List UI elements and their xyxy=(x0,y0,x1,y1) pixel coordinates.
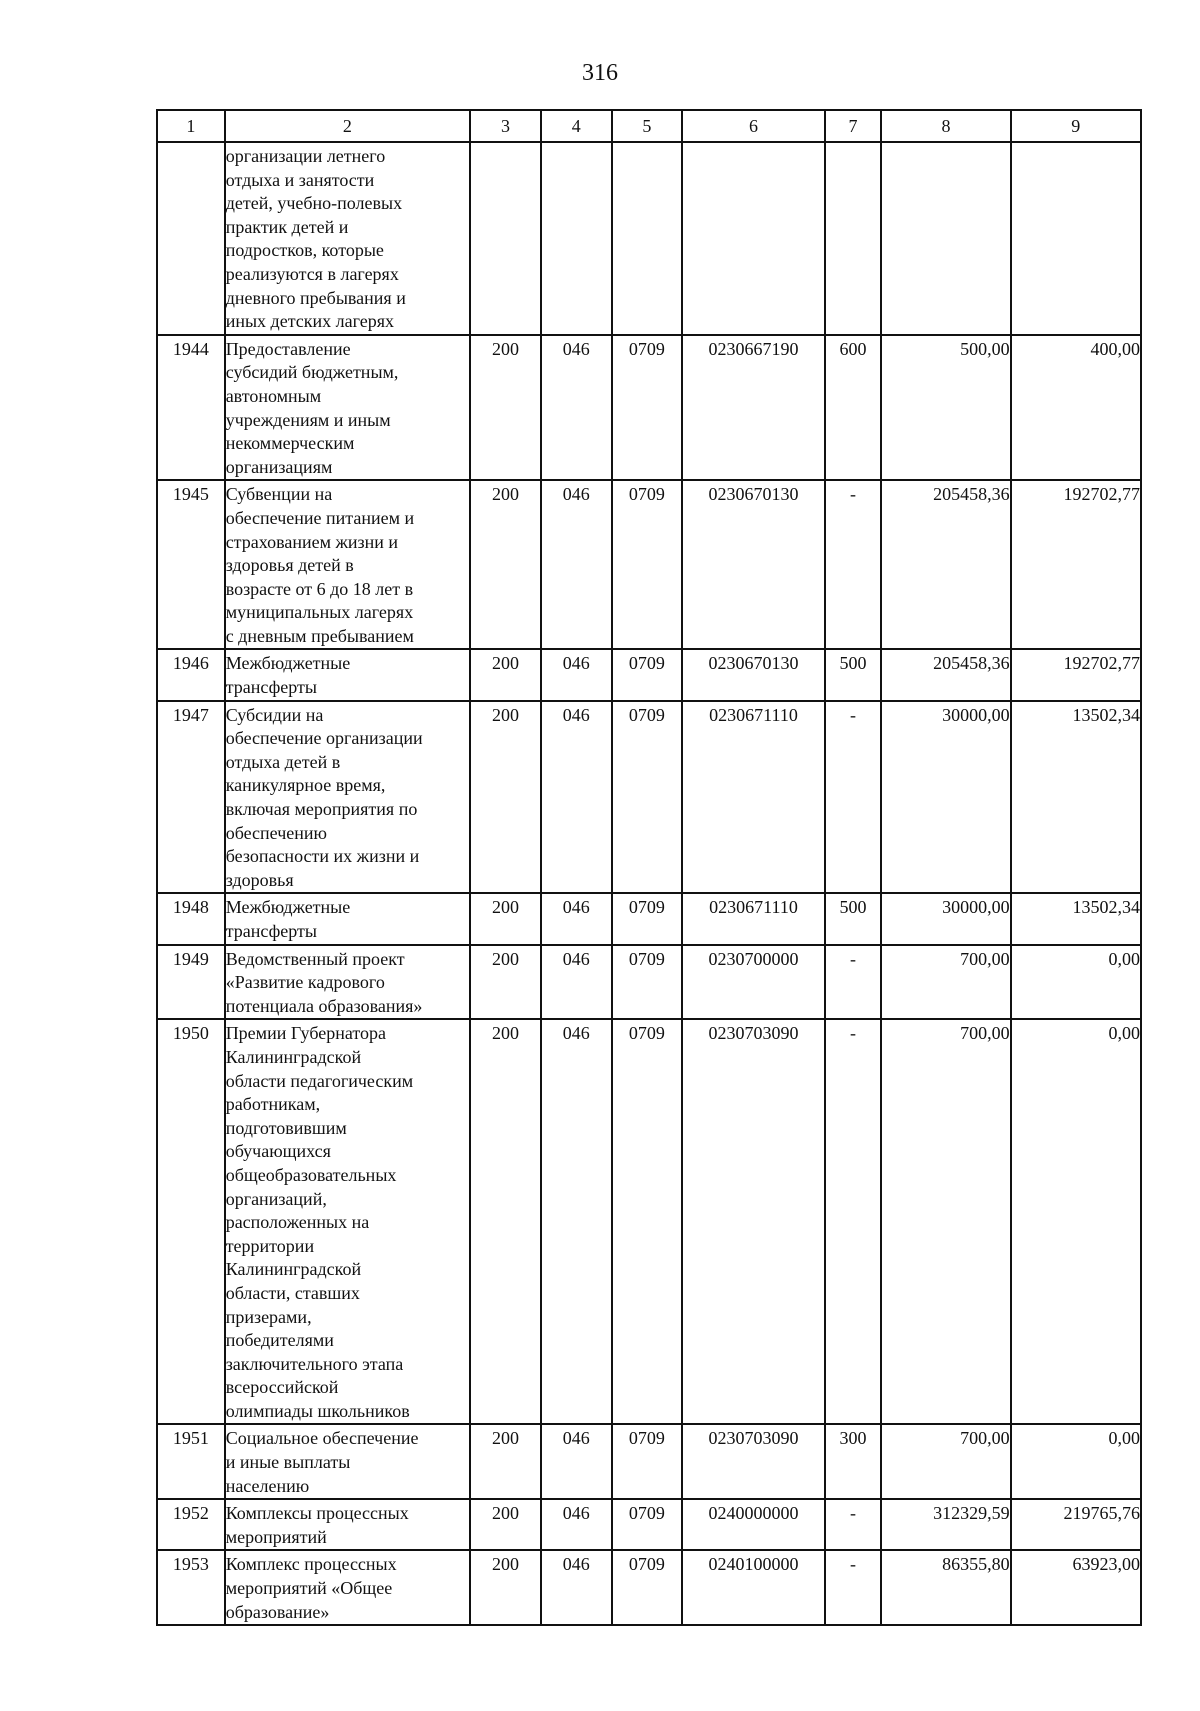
amount-cell xyxy=(881,649,1010,700)
row-number-cell xyxy=(157,701,225,894)
code-cell xyxy=(541,649,612,700)
description-cell-text: Комплексы процессных мероприятий xyxy=(225,1503,409,1547)
row-number-cell xyxy=(157,142,225,335)
section-code-cell-text: 0709 xyxy=(628,1503,665,1524)
section-code-cell xyxy=(612,1499,683,1550)
code-cell xyxy=(470,1019,541,1424)
row-number-cell xyxy=(157,649,225,700)
amount-cell xyxy=(1011,335,1141,481)
row-number-cell-text: 1948 xyxy=(172,897,209,918)
budget-table xyxy=(156,109,1142,1626)
code-cell xyxy=(541,893,612,944)
section-code-cell-text: 0709 xyxy=(628,1554,665,1575)
amount-cell-text: 86355,80 xyxy=(942,1554,1010,1575)
description-cell xyxy=(225,480,470,649)
description-cell-text: Социальное обеспечение и иные выплаты населению xyxy=(225,1428,419,1496)
amount-cell-text: 63923,00 xyxy=(1072,1554,1140,1575)
code-cell-text: 046 xyxy=(562,1023,590,1044)
description-cell xyxy=(225,335,470,481)
column-header: 9 xyxy=(1011,110,1141,142)
code-cell xyxy=(541,1424,612,1499)
section-code-cell-text: 0709 xyxy=(628,1023,665,1044)
target-article-cell-text: 0230670130 xyxy=(708,653,799,674)
section-code-cell-text: 0709 xyxy=(628,897,665,918)
code-cell-text: 200 xyxy=(492,948,520,969)
amount-cell xyxy=(1011,1019,1141,1424)
amount-cell xyxy=(1011,1424,1141,1499)
expense-type-cell xyxy=(825,335,882,481)
expense-type-cell-text: - xyxy=(850,484,856,505)
code-cell-text: 046 xyxy=(562,1554,590,1575)
section-code-cell-text: 0709 xyxy=(628,1428,665,1449)
section-code-cell xyxy=(612,649,683,700)
code-cell xyxy=(470,893,541,944)
column-header: 8 xyxy=(881,110,1010,142)
description-cell-text: Предоставление субсидий бюджетным, автономным учреждениям и иным некоммерческим организациям xyxy=(225,338,399,477)
description-cell xyxy=(225,893,470,944)
target-article-cell xyxy=(682,893,824,944)
table-row xyxy=(157,945,1141,1020)
amount-cell-text: 700,00 xyxy=(960,1023,1010,1044)
column-header: 5 xyxy=(612,110,683,142)
section-code-cell-text: 0709 xyxy=(628,338,665,359)
code-cell-text: 046 xyxy=(562,1503,590,1524)
table-row xyxy=(157,1019,1141,1424)
table-row xyxy=(157,701,1141,894)
column-header: 7 xyxy=(825,110,882,142)
table-body xyxy=(157,142,1141,1625)
description-cell xyxy=(225,701,470,894)
expense-type-cell xyxy=(825,1550,882,1625)
target-article-cell-text: 0230667190 xyxy=(708,338,799,359)
amount-cell xyxy=(1011,1499,1141,1550)
amount-cell xyxy=(881,1499,1010,1550)
row-number-cell xyxy=(157,1550,225,1625)
amount-cell xyxy=(1011,945,1141,1020)
amount-cell-text: 13502,34 xyxy=(1072,704,1140,725)
amount-cell xyxy=(881,1019,1010,1424)
code-cell-text: 046 xyxy=(562,484,590,505)
amount-cell-text: 30000,00 xyxy=(942,897,1010,918)
amount-cell-text: 700,00 xyxy=(960,948,1010,969)
code-cell-text: 046 xyxy=(562,338,590,359)
amount-cell xyxy=(881,893,1010,944)
code-cell-text: 200 xyxy=(492,1023,520,1044)
target-article-cell-text: 0230671110 xyxy=(709,897,798,918)
amount-cell-text: 205458,36 xyxy=(933,484,1010,505)
amount-cell-text: 0,00 xyxy=(1108,1023,1140,1044)
amount-cell xyxy=(1011,1550,1141,1625)
target-article-cell xyxy=(682,701,824,894)
target-article-cell-text: 0230703090 xyxy=(708,1428,799,1449)
description-cell xyxy=(225,649,470,700)
code-cell xyxy=(541,945,612,1020)
row-number-cell-text: 1945 xyxy=(172,484,209,505)
table-row xyxy=(157,1550,1141,1625)
row-number-cell xyxy=(157,1424,225,1499)
section-code-cell xyxy=(612,1019,683,1424)
row-number-cell-text: 1952 xyxy=(172,1503,209,1524)
row-number-cell-text: 1953 xyxy=(172,1554,209,1575)
amount-cell xyxy=(881,1550,1010,1625)
expense-type-cell-text: - xyxy=(850,1554,856,1575)
target-article-cell xyxy=(682,945,824,1020)
code-cell xyxy=(470,945,541,1020)
row-number-cell-text: 1949 xyxy=(172,948,209,969)
code-cell xyxy=(541,701,612,894)
description-cell xyxy=(225,1550,470,1625)
amount-cell xyxy=(881,1424,1010,1499)
code-cell xyxy=(470,1499,541,1550)
amount-cell xyxy=(881,480,1010,649)
section-code-cell-text: 0709 xyxy=(628,948,665,969)
section-code-cell xyxy=(612,701,683,894)
description-cell-text: Межбюджетные трансферты xyxy=(225,653,351,698)
target-article-cell-text: 0240000000 xyxy=(708,1503,799,1524)
column-header: 3 xyxy=(470,110,541,142)
amount-cell xyxy=(1011,142,1141,335)
table-row xyxy=(157,335,1141,481)
amount-cell xyxy=(881,945,1010,1020)
expense-type-cell xyxy=(825,893,882,944)
section-code-cell-text: 0709 xyxy=(628,704,665,725)
section-code-cell-text: 0709 xyxy=(628,653,665,674)
code-cell xyxy=(470,701,541,894)
header-row xyxy=(157,110,1141,142)
description-cell xyxy=(225,945,470,1020)
code-cell xyxy=(470,335,541,481)
code-cell-text: 200 xyxy=(492,338,520,359)
expense-type-cell xyxy=(825,142,882,335)
table-row xyxy=(157,1499,1141,1550)
description-cell-text: Премии Губернатора Калининградской области педагогическим работникам, подготовившим обучающихся общеобразовательных организаций, расположенных на территории Калининградской области, ставших призерами, победителями заключительного этапа всероссийской олимпиады школьников xyxy=(225,1023,414,1421)
section-code-cell xyxy=(612,945,683,1020)
expense-type-cell-text: - xyxy=(850,948,856,969)
expense-type-cell-text: 500 xyxy=(839,653,867,674)
expense-type-cell xyxy=(825,480,882,649)
target-article-cell-text: 0230671110 xyxy=(709,704,798,725)
amount-cell-text: 219765,76 xyxy=(1063,1503,1140,1524)
code-cell-text: 200 xyxy=(492,653,520,674)
description-cell xyxy=(225,142,470,335)
amount-cell-text: 0,00 xyxy=(1108,1428,1140,1449)
description-cell-text: Субсидии на обеспечение организации отдыха детей в каникулярное время, включая мероприятия по обеспечению безопасности их жизни и здоровья xyxy=(225,704,423,890)
description-cell-text: Ведомственный проект «Развитие кадрового потенциала образования» xyxy=(225,948,423,1016)
row-number-cell-text: 1944 xyxy=(172,338,209,359)
table-row xyxy=(157,893,1141,944)
description-cell-text: Комплекс процессных мероприятий «Общее образование» xyxy=(225,1554,397,1622)
description-cell xyxy=(225,1424,470,1499)
amount-cell-text: 400,00 xyxy=(1090,338,1140,359)
section-code-cell xyxy=(612,1550,683,1625)
table-row xyxy=(157,1424,1141,1499)
code-cell-text: 200 xyxy=(492,897,520,918)
expense-type-cell xyxy=(825,649,882,700)
target-article-cell xyxy=(682,649,824,700)
code-cell-text: 200 xyxy=(492,1428,520,1449)
column-header: 2 xyxy=(225,110,470,142)
amount-cell-text: 0,00 xyxy=(1108,948,1140,969)
amount-cell-text: 500,00 xyxy=(960,338,1010,359)
expense-type-cell xyxy=(825,1424,882,1499)
section-code-cell xyxy=(612,893,683,944)
target-article-cell xyxy=(682,1499,824,1550)
amount-cell xyxy=(1011,893,1141,944)
description-cell-text: Субвенции на обеспечение питанием и страхованием жизни и здоровья детей в возрасте от 6 до 18 лет в муниципальных лагерях с дневным пребыванием xyxy=(225,484,415,646)
table-row xyxy=(157,142,1141,335)
amount-cell-text: 13502,34 xyxy=(1072,897,1140,918)
expense-type-cell-text: - xyxy=(850,704,856,725)
section-code-cell xyxy=(612,1424,683,1499)
code-cell-text: 200 xyxy=(492,1554,520,1575)
target-article-cell xyxy=(682,335,824,481)
expense-type-cell-text: - xyxy=(850,1023,856,1044)
amount-cell-text: 205458,36 xyxy=(933,653,1010,674)
amount-cell-text: 192702,77 xyxy=(1063,484,1140,505)
row-number-cell-text: 1950 xyxy=(172,1023,209,1044)
code-cell xyxy=(541,1499,612,1550)
description-cell-text: организации летнего отдыха и занятости детей, учебно-полевых практик детей и подростков, которые реализуются в лагерях дневного пребывания и иных детских лагерях xyxy=(225,146,406,332)
target-article-cell-text: 0240100000 xyxy=(708,1554,799,1575)
row-number-cell xyxy=(157,1499,225,1550)
row-number-cell xyxy=(157,1019,225,1424)
page-number: 316 xyxy=(582,60,618,86)
expense-type-cell-text: 500 xyxy=(839,897,867,918)
description-cell xyxy=(225,1499,470,1550)
target-article-cell xyxy=(682,480,824,649)
expense-type-cell-text: - xyxy=(850,1503,856,1524)
code-cell xyxy=(470,1550,541,1625)
code-cell xyxy=(470,142,541,335)
expense-type-cell-text: 300 xyxy=(839,1428,867,1449)
table-row xyxy=(157,649,1141,700)
row-number-cell-text: 1951 xyxy=(172,1428,209,1449)
expense-type-cell xyxy=(825,701,882,894)
section-code-cell xyxy=(612,480,683,649)
code-cell-text: 200 xyxy=(492,704,520,725)
expense-type-cell xyxy=(825,1019,882,1424)
column-header: 6 xyxy=(682,110,824,142)
description-cell-text: Межбюджетные трансферты xyxy=(225,897,351,941)
expense-type-cell xyxy=(825,1499,882,1550)
code-cell-text: 200 xyxy=(492,1503,520,1524)
code-cell xyxy=(541,480,612,649)
code-cell xyxy=(470,649,541,700)
code-cell xyxy=(541,1019,612,1424)
code-cell xyxy=(470,1424,541,1499)
amount-cell xyxy=(1011,701,1141,894)
amount-cell xyxy=(881,142,1010,335)
row-number-cell xyxy=(157,893,225,944)
target-article-cell xyxy=(682,142,824,335)
section-code-cell xyxy=(612,335,683,481)
amount-cell-text: 192702,77 xyxy=(1063,653,1140,674)
section-code-cell-text: 0709 xyxy=(628,484,665,505)
row-number-cell-text: 1946 xyxy=(172,653,209,674)
amount-cell xyxy=(1011,649,1141,700)
row-number-cell xyxy=(157,480,225,649)
amount-cell-text: 312329,59 xyxy=(933,1503,1010,1524)
target-article-cell xyxy=(682,1424,824,1499)
expense-type-cell xyxy=(825,945,882,1020)
column-header: 4 xyxy=(541,110,612,142)
row-number-cell xyxy=(157,945,225,1020)
code-cell-text: 046 xyxy=(562,948,590,969)
code-cell xyxy=(541,1550,612,1625)
code-cell-text: 046 xyxy=(562,704,590,725)
target-article-cell xyxy=(682,1019,824,1424)
target-article-cell-text: 0230670130 xyxy=(708,484,799,505)
code-cell xyxy=(541,335,612,481)
table-row xyxy=(157,480,1141,649)
expense-type-cell-text: 600 xyxy=(839,338,867,359)
code-cell xyxy=(470,480,541,649)
amount-cell xyxy=(881,701,1010,894)
target-article-cell xyxy=(682,1550,824,1625)
target-article-cell-text: 0230703090 xyxy=(708,1023,799,1044)
code-cell-text: 046 xyxy=(562,1428,590,1449)
code-cell xyxy=(541,142,612,335)
column-header: 1 xyxy=(157,110,225,142)
target-article-cell-text: 0230700000 xyxy=(708,948,799,969)
amount-cell xyxy=(1011,480,1141,649)
description-cell xyxy=(225,1019,470,1424)
code-cell-text: 046 xyxy=(562,653,590,674)
amount-cell xyxy=(881,335,1010,481)
amount-cell-text: 30000,00 xyxy=(942,704,1010,725)
row-number-cell-text: 1947 xyxy=(172,704,209,725)
section-code-cell xyxy=(612,142,683,335)
amount-cell-text: 700,00 xyxy=(960,1428,1010,1449)
code-cell-text: 200 xyxy=(492,484,520,505)
code-cell-text: 046 xyxy=(562,897,590,918)
row-number-cell xyxy=(157,335,225,481)
